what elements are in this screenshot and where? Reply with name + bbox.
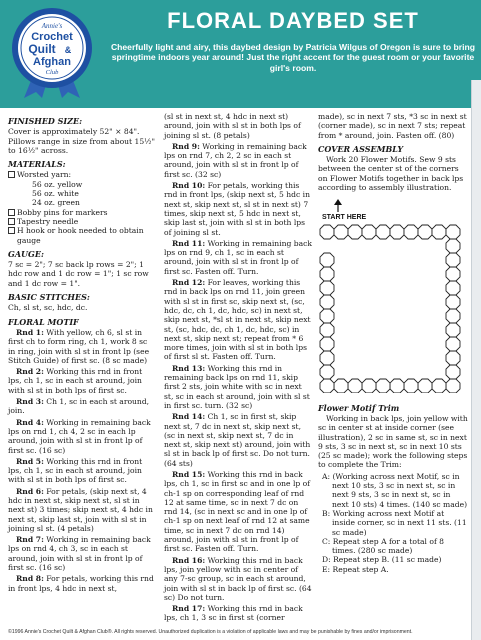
motif-octagon xyxy=(320,225,334,239)
motif-octagon xyxy=(348,225,362,239)
round-text: Working this rnd in back lps, join yellow with sc in center of any 7-sc group, sc in each st around, join with sl st in back lp of first sc. (64 sc) Do not turn. xyxy=(164,555,312,602)
motif-octagon xyxy=(376,379,390,393)
copyright-footer: ©1996 Annie's Crochet Quilt & Afghan Club®. All rights reserved. Unauthorized duplication is a violation of applicable laws and may be punishable by fines and/or imprisonment. xyxy=(8,629,413,635)
round-instruction xyxy=(164,364,312,410)
trim-step xyxy=(318,565,468,574)
checkbox-icon xyxy=(8,227,15,234)
badge-line-4: & xyxy=(64,45,72,55)
materials-sub-item: 56 oz. yellow xyxy=(32,179,83,189)
motif-octagon xyxy=(320,323,334,337)
badge-line-3: Quilt xyxy=(28,42,56,56)
round-text: Working this rnd in front lps, ch 1, sc in each st around, join with sl st in both lps of first sc. xyxy=(8,367,143,395)
checkbox-icon xyxy=(8,171,15,178)
motif-octagon xyxy=(320,365,334,379)
materials-item: Worsted yarn: xyxy=(8,170,156,179)
motif-octagon xyxy=(446,225,460,239)
motif-octagon xyxy=(334,379,348,393)
continued-text: (sl st in next st, 4 hdc in next st) around, join with sl st in both lps of joining sl st. (8 petals) xyxy=(164,112,301,140)
motif-octagon xyxy=(320,351,334,365)
motif-octagon xyxy=(320,309,334,323)
round-instruction xyxy=(164,278,312,362)
round-text: Working in remaining back lps on rnd 1, ch 4, 2 sc in each lp around, join with sl st in front lp of first sc. (16 sc) xyxy=(8,417,151,455)
trim-step-key: B: xyxy=(322,508,331,518)
basic-stitches-text: Ch, sl st, sc, hdc, dc. xyxy=(8,303,88,313)
motif-octagon xyxy=(418,225,432,239)
motif-octagon xyxy=(432,225,446,239)
motif-octagon xyxy=(376,225,390,239)
trim-step-text: Repeat step A for a total of 8 times. (280 sc made) xyxy=(332,536,445,556)
badge-line-5: Afghan xyxy=(33,56,71,68)
continued-text: made), sc in next 7 sts, *3 sc in next st (corner made), sc in next 7 sts; repeat from * around, join. Fasten off. (80) xyxy=(318,112,467,140)
badge-line-2: Crochet xyxy=(31,31,73,43)
round-text: Working in remaining back lps on rnd 7, ch 2, 2 sc in each st around, join with sl st in front lp of first sc. (32 sc) xyxy=(164,141,307,179)
cover-assembly-heading: COVER ASSEMBLY xyxy=(318,143,404,154)
motif-octagon xyxy=(334,225,348,239)
trim-heading: Flower Motif Trim xyxy=(318,402,400,413)
trim-step-key: C: xyxy=(322,536,331,546)
award-rosette-icon xyxy=(6,6,98,98)
motif-octagon xyxy=(432,379,446,393)
round-instruction xyxy=(164,142,312,179)
round-instruction xyxy=(164,412,312,468)
materials-sub-item: 24 oz. green xyxy=(32,198,80,208)
round-instruction xyxy=(164,556,312,602)
round-label: Rnd 4: xyxy=(16,417,44,427)
trim-step-text: Working across next Motif at inside corner, sc in next 11 sts. (11 sc made) xyxy=(332,508,467,537)
round-instruction xyxy=(8,418,156,455)
gauge-heading: GAUGE: xyxy=(8,248,44,259)
round-text: For petals, working this rnd in front lps, (skip next st, 5 hdc in next st, skip next st, sl st in next st) 7 times, skip next st, 5 hdc in next st, skip last st, join with sl st in both lps of joining sl st. xyxy=(164,181,310,237)
motif-octagon xyxy=(446,253,460,267)
assembly-diagram xyxy=(318,197,466,393)
motif-octagon xyxy=(446,267,460,281)
round-text: For petals, (skip next st, 4 hdc in next st, skip next st, sl st in next st) 3 times; skip next st, 4 hdc in next st, skip last st, join with sl st in joining sl st. (4 petals) xyxy=(8,486,153,533)
round-label: Rnd 14: xyxy=(172,412,206,422)
round-text: For petals, working this rnd in front lps, 4 hdc in next st, xyxy=(8,574,154,593)
round-label: Rnd 5: xyxy=(16,456,44,466)
round-label: Rnd 15: xyxy=(172,469,206,479)
gauge-text: 7 sc = 2"; 7 sc back lp rows = 2"; 1 hdc row and 1 dc row = 1"; 1 sc row and 1 dc row = 1". xyxy=(8,260,149,288)
start-arrow-head-icon xyxy=(334,199,342,205)
trim-step xyxy=(318,509,468,537)
motif-octagon xyxy=(320,379,334,393)
materials-item: Tapestry needle xyxy=(8,217,156,226)
trim-steps xyxy=(318,472,468,574)
round-label: Rnd 3: xyxy=(16,397,44,407)
round-label: Rnd 6: xyxy=(16,486,44,496)
start-here-label: START HERE xyxy=(322,214,367,222)
round-list xyxy=(164,142,312,623)
round-instruction xyxy=(8,487,156,533)
round-instruction xyxy=(8,457,156,485)
round-text: For leaves, working this rnd in back lps on rnd 11, join green with sl st in first sc, skip next st, (sc, hdc, dc, ch 1, dc, hdc, sc) in next st, skip next st, *sl st in next st, skip next st, (sc, hdc, dc, ch 1, dc, hdc, sc) in next st, skip next st; repeat from * 6 more times, join with sl st in both lps of first sl st. Fasten off. Turn. xyxy=(164,278,311,362)
cover-assembly-text: Work 20 Flower Motifs. Sew 9 sts between the center st of the corners on Flower Motifs together in back lps according to assembly illustration. xyxy=(318,155,464,193)
motif-octagon xyxy=(446,351,460,365)
motif-octagon xyxy=(390,379,404,393)
trim-step xyxy=(318,472,468,509)
round-instruction xyxy=(164,604,312,623)
motif-octagon xyxy=(362,225,376,239)
round-text: Working this rnd in back lps, ch 1, 3 sc in first st (corner xyxy=(164,604,303,623)
column-2 xyxy=(164,112,312,625)
trim-step-key: E: xyxy=(322,564,331,574)
motif-octagon xyxy=(404,225,418,239)
materials-sub-item: 56 oz. white xyxy=(32,189,79,199)
basic-stitches-heading: BASIC STITCHES: xyxy=(8,292,90,303)
round-instruction xyxy=(8,328,156,365)
round-label: Rnd 10: xyxy=(172,181,206,191)
trim-step-key: D: xyxy=(322,555,331,565)
trim-step-key: A: xyxy=(322,471,331,481)
trim-step-text: (Working across next Motif, sc in next 10 sts, 3 sc in next st, sc in next 9 sts, 3 sc in next st, sc in next 10 sts) 4 times. (140 sc made) xyxy=(332,471,468,509)
round-text: With yellow, ch 6, sl st in first ch to form ring, ch 1, work 8 sc in ring, join with sl st in front lp (see Stitch Guide) of first sc. (8 sc made) xyxy=(8,327,150,365)
page-edge-tab xyxy=(471,80,481,640)
round-text: Working in remaining back lps on rnd 9, ch 1, sc in each st around, join with sl st in front lp of first sc. Fasten off. Turn. xyxy=(164,238,313,276)
round-text: Working this rnd in front lps, ch 1, sc in each st around, join with sl st in both lps of first sc. xyxy=(8,456,143,485)
materials-item: Bobby pins for markers xyxy=(8,208,156,217)
column-1 xyxy=(8,112,156,595)
round-instruction xyxy=(8,367,156,395)
motif-octagon xyxy=(446,323,460,337)
finished-size-text: Cover is approximately 52" × 84". Pillows range in size from about 15½" to 16½" across. xyxy=(8,127,156,155)
round-instruction xyxy=(8,574,156,593)
round-label: Rnd 7: xyxy=(16,535,44,545)
motif-octagon xyxy=(320,281,334,295)
round-label: Rnd 13: xyxy=(172,363,206,373)
materials-item: H hook or hook needed to obtain gauge xyxy=(8,226,156,245)
floral-motif-rounds xyxy=(8,328,156,593)
motif-octagon xyxy=(404,379,418,393)
motif-octagon xyxy=(320,267,334,281)
round-instruction xyxy=(164,470,312,554)
round-label: Rnd 12: xyxy=(172,278,206,288)
finished-size-heading: FINISHED SIZE: xyxy=(8,116,83,126)
round-label: Rnd 17: xyxy=(172,604,206,614)
checkbox-icon xyxy=(8,218,15,225)
round-label: Rnd 1: xyxy=(16,327,44,337)
motif-octagon xyxy=(320,253,334,267)
header-banner xyxy=(0,0,481,108)
round-text: Working this rnd in back lps, ch 1, sc in first sc and in one lp of ch-1 sp on corresponding leaf of rnd 12 at same time, sc in next 7 dc on rnd 14, (sc in next sc and in one lp of ch-1 sp on next leaf of rnd 12 at same time, sc in next 7 dc on rnd 14) around, join with sl st in front lp of first sc. Fasten off. Turn. xyxy=(164,469,311,554)
round-label: Rnd 8: xyxy=(16,574,44,584)
round-label: Rnd 2: xyxy=(16,367,44,377)
motif-octagon xyxy=(362,379,376,393)
materials-heading: MATERIALS: xyxy=(8,159,66,170)
motif-octagon xyxy=(320,295,334,309)
round-text: Ch 1, sc in first st, skip next st, 7 dc in next st, skip next st, (sc in next st, skip next st, 7 dc in next st, skip next st) around, join with sl st in back lp of first sc. Do not turn. (64 sts) xyxy=(164,412,311,468)
motif-octagon xyxy=(446,281,460,295)
round-instruction xyxy=(164,239,312,276)
trim-text: Working in back lps, join yellow with sc in center st at inside corner (see illustration), 2 sc in same st, sc in next 9 sts, 3 sc in next st, sc in next 10 sts (25 sc made); work the following steps to complete the Trim: xyxy=(318,413,468,470)
round-label: Rnd 16: xyxy=(172,555,206,565)
trim-step-text: Repeat step B. (11 sc made) xyxy=(333,555,442,565)
round-text: Working this rnd in remaining back lps on rnd 11, skip first 2 sts, join white with sc in next st, sc in each st around, join with sl st in first sc. turn. (32 sc) xyxy=(164,363,310,410)
trim-step-text: Repeat step A. xyxy=(332,564,389,574)
motif-octagon xyxy=(446,309,460,323)
round-instruction xyxy=(8,535,156,572)
round-text: Ch 1, sc in each st around, join. xyxy=(8,397,150,416)
round-label: Rnd 9: xyxy=(172,141,200,151)
page-title: FLORAL DAYBED SET xyxy=(167,8,419,33)
floral-motif-heading: FLORAL MOTIF xyxy=(8,316,79,327)
motif-octagon xyxy=(390,225,404,239)
motif-octagon xyxy=(446,239,460,253)
column-3 xyxy=(318,112,468,574)
checkbox-icon xyxy=(8,209,15,216)
motif-octagon xyxy=(446,337,460,351)
motif-octagon xyxy=(320,337,334,351)
motif-octagon xyxy=(446,295,460,309)
motif-octagon xyxy=(418,379,432,393)
motif-octagon xyxy=(446,365,460,379)
trim-step xyxy=(318,555,468,564)
round-instruction xyxy=(8,397,156,416)
round-text: Working in remaining back lps on rnd 4, ch 3, sc in each st around, join with sl st in front lp of first sc. (16 sc) xyxy=(8,535,151,573)
round-instruction xyxy=(164,181,312,237)
badge-line-1: Annie's xyxy=(41,22,63,30)
badge-line-6: Club xyxy=(45,69,59,76)
motif-octagon xyxy=(348,379,362,393)
round-label: Rnd 11: xyxy=(172,238,206,248)
trim-step xyxy=(318,537,468,556)
motif-octagon xyxy=(446,379,460,393)
page-subtitle: Cheerfully light and airy, this daybed design by Patricia Wilgus of Oregon is sure to bring springtime indoors year around! Just the right accent for the guest room or your favorite girl's room. xyxy=(110,42,476,73)
